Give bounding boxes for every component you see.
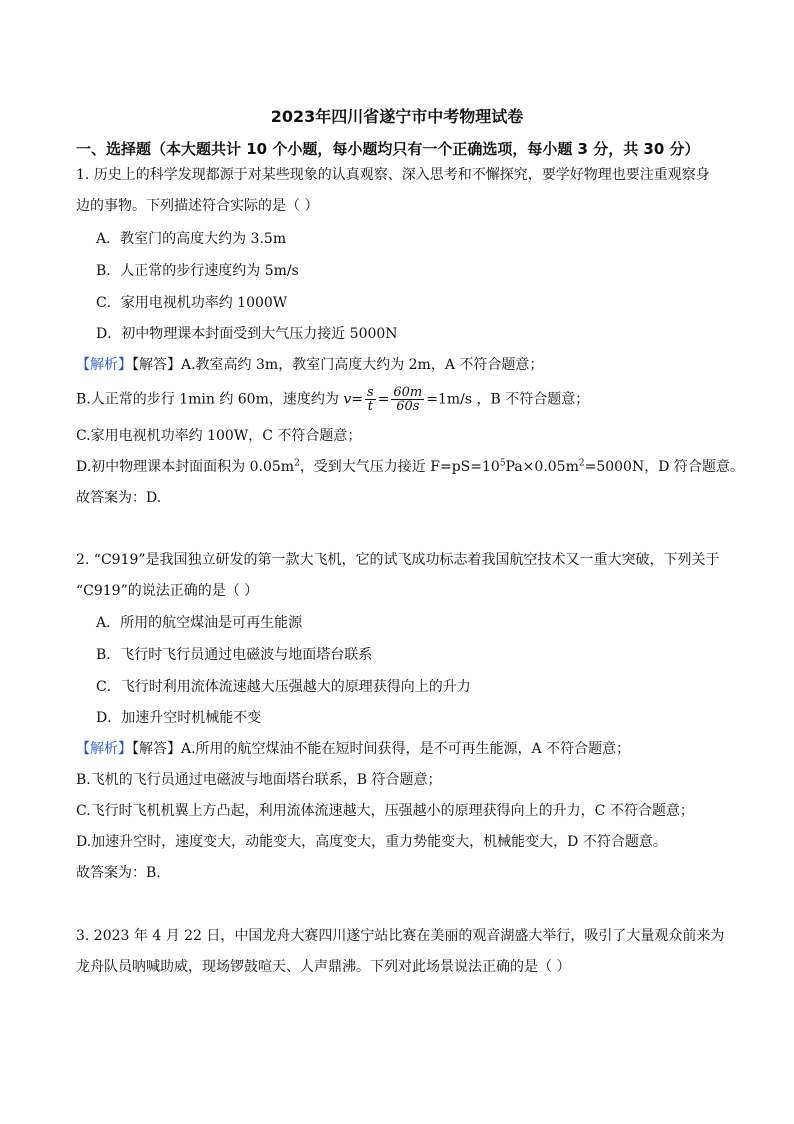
q1-analysis-a xyxy=(76,355,756,375)
formula-eq-2: = xyxy=(377,391,390,408)
q2-option-d: D．加速升空时机械能不变 xyxy=(96,710,262,726)
q3-stem-line-2: 龙舟队员呐喊助威，现场锣鼓喧天、人声鼎沸。下列对此场景说法正确的是（ ） xyxy=(76,959,571,975)
sup-2: 2 xyxy=(294,458,300,469)
q1-analysis-d-pre: D.初中物理课本封面面积为 0.05m xyxy=(76,459,295,475)
analysis-tag: 【解析】 xyxy=(76,741,132,757)
page-title: 2023年四川省遂宁市中考物理试卷 xyxy=(270,107,524,126)
q2-option-c: C．飞行时利用流体流速越大压强越大的原理获得向上的升力 xyxy=(96,679,471,695)
formula-result: 1m/s xyxy=(437,391,473,408)
q2-option-a: A．所用的航空煤油是可再生能源 xyxy=(96,615,303,631)
formula-eq-3: = xyxy=(426,391,438,408)
q1-option-c: C．家用电视机功率约 1000W xyxy=(96,295,288,311)
formula-eq-1: = xyxy=(351,391,363,408)
q1-answer: 故答案为：D. xyxy=(76,490,162,506)
q1-stem-line-1: 1. 历史上的科学发现都源于对某些现象的认真观察、深入思考和不懈探究，要学好物理也要注重观察身 xyxy=(76,167,710,183)
q1-analysis-b-post: ，B 不符合题意； xyxy=(476,391,590,408)
q1-analysis-b-pre: B.人正常的步行 1min 约 60m，速度约为 xyxy=(76,391,339,408)
formula-fraction-st xyxy=(365,386,376,413)
q2-analysis-a xyxy=(76,739,756,759)
sup-5: 5 xyxy=(499,458,506,469)
formula-v: v xyxy=(343,391,352,408)
q2-analysis-d: D.加速升空时，速度变大，动能变大，高度变大，重力势能变大，机械能变大，D 不符合题意。 xyxy=(76,834,667,850)
q1-option-a: A．教室门的高度大约为 3.5m xyxy=(96,231,287,247)
q2-option-b: B．飞行时飞行员通过电磁波与地面塔台联系 xyxy=(96,647,373,663)
q2-analysis-a-text: 【解答】A.所用的航空煤油不能在短时间获得，是不可再生能源，A 不符合题意； xyxy=(132,741,631,757)
q1-analysis-d-mid: ，受到大气压力接近 F=pS=10 xyxy=(299,459,500,475)
section-heading: 一、选择题（本大题共计 10 个小题，每小题均只有一个正确选项，每小题 3 分，共 30 分） xyxy=(76,140,700,158)
q2-stem-line-2: “C919”的说法正确的是（ ） xyxy=(76,583,259,599)
formula-fraction-values xyxy=(391,386,424,413)
formula-den: 60s xyxy=(396,399,420,414)
q1-analysis-d xyxy=(76,457,756,477)
formula-t: t xyxy=(367,399,373,414)
formula-s: s xyxy=(366,385,374,400)
q1-analysis-c: C.家用电视机功率约 100W，C 不符合题意； xyxy=(76,428,362,444)
q2-analysis-c: C.飞行时飞机机翼上方凸起，利用流体流速越大，压强越小的原理获得向上的升力，C 不符合题意； xyxy=(76,803,694,819)
q3-stem-line-1: 3. 2023 年 4 月 22 日，中国龙舟大赛四川遂宁站比赛在美丽的观音湖盛大举行，吸引了大量观众前来为 xyxy=(76,928,725,944)
analysis-tag: 【解析】 xyxy=(76,357,132,373)
q2-stem-line-1: 2. “C919”是我国独立研发的第一款大飞机，它的试飞成功标志着我国航空技术又一重大突破，下列关于 xyxy=(76,552,720,568)
q1-analysis-a-text: 【解答】A.教室高约 3m，教室门高度大约为 2m，A 不符合题意； xyxy=(132,357,544,373)
formula-num: 60m xyxy=(393,385,423,400)
q1-analysis-b xyxy=(76,386,756,413)
q1-option-d: D．初中物理课本封面受到大气压力接近 5000N xyxy=(96,326,398,342)
sup-2b: 2 xyxy=(578,458,585,469)
q2-analysis-b: B.飞机的飞行员通过电磁波与地面塔台联系，B 符合题意； xyxy=(76,772,442,788)
q1-analysis-d-mid2: Pa×0.05m xyxy=(505,459,579,475)
q2-answer: 故答案为：B. xyxy=(76,865,161,881)
q1-analysis-d-post: =5000N，D 符合题意。 xyxy=(584,459,744,475)
q1-option-b: B．人正常的步行速度约为 5m/s xyxy=(96,263,299,279)
q1-stem-line-2: 边的事物。下列描述符合实际的是（ ） xyxy=(76,198,319,214)
